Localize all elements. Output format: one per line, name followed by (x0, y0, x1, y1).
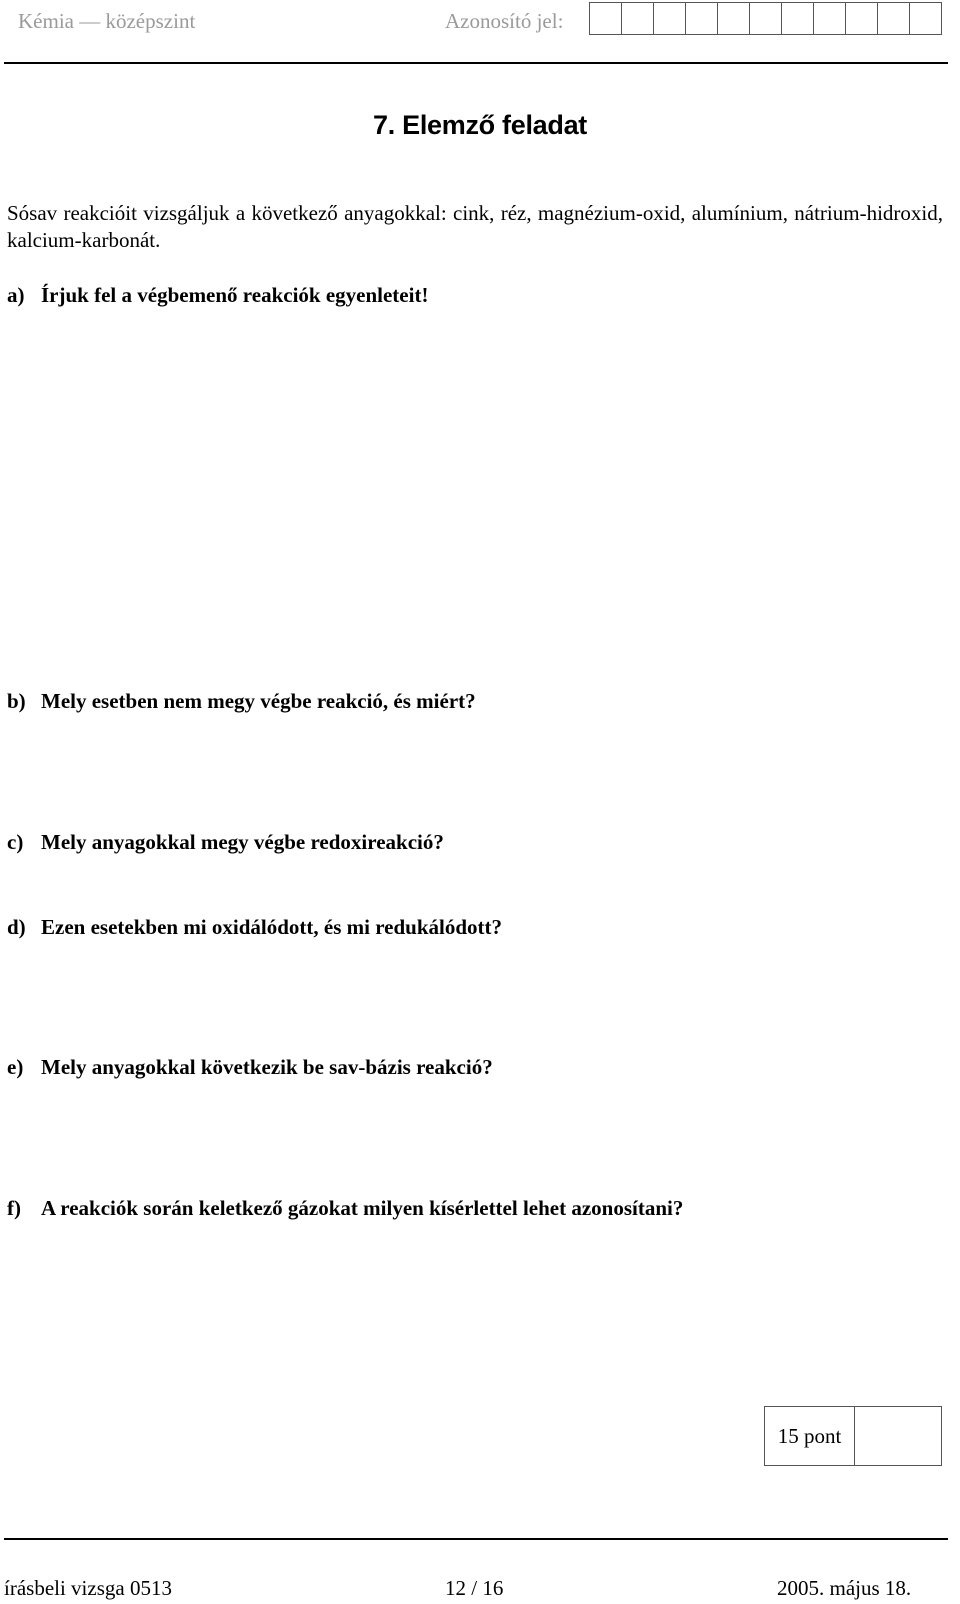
header-rule (4, 62, 948, 64)
score-entry-field[interactable] (855, 1407, 941, 1465)
question-text: Mely esetben nem megy végbe reakció, és miért? (41, 689, 476, 713)
question-letter: e) (7, 1055, 24, 1079)
task-title: 7. Elemző feladat (373, 110, 587, 140)
id-label: Azonosító jel: (445, 9, 564, 33)
question-text: A reakciók során keletkező gázokat milyen kísérlettel lehet azonosítani? (41, 1196, 684, 1220)
question-text: Ezen esetekben mi oxidálódott, és mi redukálódott? (41, 915, 503, 939)
id-box[interactable] (589, 2, 622, 35)
question-e (7, 1055, 493, 1080)
question-letter: d) (7, 915, 26, 939)
id-box[interactable] (909, 2, 942, 35)
task-intro: Sósav reakcióit vizsgáljuk a következő anyagokkal: cink, réz, magnézium-oxid, alumínium, nátrium-hidroxid, kalcium-karbonát. (7, 201, 943, 252)
score-label: 15 pont (765, 1407, 855, 1465)
question-letter: b) (7, 689, 26, 713)
question-text: Mely anyagokkal megy végbe redoxireakció? (41, 830, 444, 854)
question-c (7, 830, 444, 855)
id-box[interactable] (845, 2, 878, 35)
id-box[interactable] (749, 2, 782, 35)
id-box[interactable] (781, 2, 814, 35)
footer-rule (4, 1538, 948, 1540)
question-b (7, 689, 476, 714)
id-boxes (590, 2, 942, 35)
footer-exam-code: írásbeli vizsga 0513 (4, 1576, 172, 1600)
question-a (7, 283, 428, 308)
question-letter: f) (7, 1196, 21, 1220)
footer-page-number: 12 / 16 (445, 1576, 504, 1600)
id-box[interactable] (813, 2, 846, 35)
question-text: Írjuk fel a végbemenő reakciók egyenleteit! (41, 283, 429, 307)
id-box[interactable] (685, 2, 718, 35)
question-text: Mely anyagokkal következik be sav-bázis reakció? (41, 1055, 493, 1079)
header-subject: Kémia — középszint (18, 9, 196, 33)
question-letter: c) (7, 830, 24, 854)
footer-date: 2005. május 18. (777, 1576, 912, 1600)
question-d (7, 915, 502, 940)
id-box[interactable] (653, 2, 686, 35)
id-box[interactable] (717, 2, 750, 35)
id-box[interactable] (877, 2, 910, 35)
question-f (7, 1196, 683, 1221)
score-box (764, 1406, 942, 1466)
id-box[interactable] (621, 2, 654, 35)
question-letter: a) (7, 283, 25, 307)
